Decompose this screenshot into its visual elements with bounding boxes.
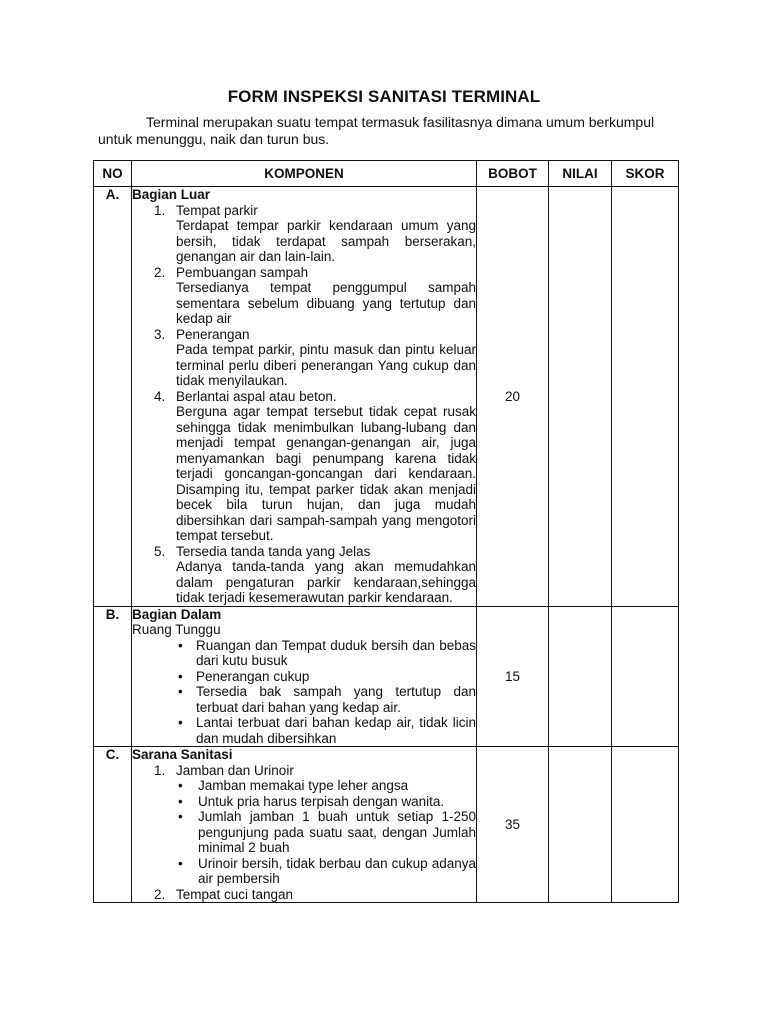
item-description: Adanya tanda-tanda yang akan memudahkan dalam pengaturan parkir kendaraan,sehingga tidak terjadi kesemerawutan parkir kendaraan. bbox=[176, 559, 476, 605]
header-skor: SKOR bbox=[612, 161, 679, 187]
section-title: Sarana Sanitasi bbox=[132, 747, 233, 762]
item-title: Jamban dan Urinoir bbox=[176, 762, 294, 778]
item-title: Tersedia tanda tanda yang Jelas bbox=[176, 543, 371, 559]
bullet-icon: • bbox=[178, 778, 183, 793]
bullet-item bbox=[132, 794, 476, 810]
item-number: 2. bbox=[154, 264, 166, 280]
bullet-text: Penerangan cukup bbox=[196, 668, 310, 684]
row-number: B. bbox=[94, 606, 132, 747]
item-title: Tempat cuci tangan bbox=[176, 886, 294, 902]
nilai-cell[interactable] bbox=[549, 187, 612, 607]
row-number: C. bbox=[94, 747, 132, 903]
item-title: Tempat parkir bbox=[176, 202, 258, 218]
table-row-section-b bbox=[94, 606, 679, 747]
bullet-text: Untuk pria harus terpisah dengan wanita. bbox=[198, 793, 445, 809]
bullet-item bbox=[132, 809, 476, 856]
table-row-section-a bbox=[94, 187, 679, 607]
bullet-text: Ruangan dan Tempat duduk bersih dan bebas dari kutu busuk bbox=[196, 637, 476, 668]
skor-cell[interactable] bbox=[612, 747, 679, 903]
list-item bbox=[132, 544, 476, 606]
row-number: A. bbox=[94, 187, 132, 607]
bullet-icon: • bbox=[178, 684, 183, 699]
skor-cell[interactable] bbox=[612, 606, 679, 747]
bobot-cell: 35 bbox=[477, 747, 549, 903]
bullet-icon: • bbox=[178, 715, 183, 730]
inspection-table bbox=[93, 160, 679, 903]
bullet-text: Jamban memakai type leher angsa bbox=[198, 778, 409, 793]
nilai-cell[interactable] bbox=[549, 606, 612, 747]
item-description: Tersedianya tempat penggumpul sampah sementara sebelum dibuang yang tertutup dan kedap air bbox=[176, 280, 476, 326]
list-item bbox=[132, 203, 476, 265]
bullet-item bbox=[132, 638, 476, 669]
bullet-item bbox=[132, 778, 476, 794]
list-item bbox=[132, 887, 476, 903]
bullet-item bbox=[132, 684, 476, 715]
bullet-icon: • bbox=[178, 793, 183, 809]
bobot-cell: 20 bbox=[477, 187, 549, 607]
section-title: Bagian Dalam bbox=[132, 606, 222, 622]
bullet-text: Tersedia bak sampah yang tertutup dan terbuat dari bahan yang kedap air. bbox=[196, 684, 476, 715]
item-number: 1. bbox=[154, 202, 166, 218]
item-description: Pada tempat parkir, pintu masuk dan pintu keluar terminal perlu diberi penerangan Yang cukup dan tidak menyilaukan. bbox=[176, 342, 476, 388]
skor-cell[interactable] bbox=[612, 187, 679, 607]
bullet-text: Lantai terbuat dari bahan kedap air, tidak licin dan mudah dibersihkan bbox=[196, 715, 476, 746]
komponen-cell bbox=[132, 606, 477, 747]
komponen-cell bbox=[132, 747, 477, 903]
list-item bbox=[132, 389, 476, 544]
item-title: Penerangan bbox=[176, 326, 250, 342]
item-number: 3. bbox=[154, 326, 166, 342]
section-title: Bagian Luar bbox=[132, 187, 211, 202]
item-number: 2. bbox=[154, 886, 166, 902]
list-item bbox=[132, 327, 476, 389]
bullet-icon: • bbox=[178, 637, 183, 653]
item-description: Terdapat tempar parkir kendaraan umum yang bersih, tidak terdapat sampah berserakan, genangan air dan lain-lain. bbox=[176, 218, 476, 264]
bullet-item bbox=[132, 669, 476, 685]
item-number: 1. bbox=[154, 762, 166, 778]
header-bobot: BOBOT bbox=[477, 161, 549, 187]
table-header-row bbox=[94, 161, 679, 187]
item-title: Pembuangan sampah bbox=[176, 264, 309, 280]
bullet-item bbox=[132, 715, 476, 746]
bullet-icon: • bbox=[178, 855, 183, 871]
list-item bbox=[132, 265, 476, 327]
item-description: Berguna agar tempat tersebut tidak cepat rusak sehingga tidak menimbulkan lubang-lubang dan menjadi tempat genangan-genangan air, juga menyamankan bagi penumpang karena tidak terjadi goncangan-goncangan dari kendaraan. Disamping itu, tempat parker tidak akan menjadi becek bila turun hujan, dan juga mudah dibersihkan dari sampah-sampah yang mengotori tempat tersebut. bbox=[176, 404, 476, 543]
header-komponen: KOMPONEN bbox=[132, 161, 477, 187]
bullet-icon: • bbox=[178, 809, 183, 824]
table-row-section-c bbox=[94, 747, 679, 903]
list-item bbox=[132, 763, 476, 779]
header-no: NO bbox=[94, 161, 132, 187]
section-subtitle: Ruang Tunggu bbox=[132, 622, 221, 637]
intro-paragraph: Terminal merupakan suatu tempat termasuk fasilitasnya dimana umum berkumpul untuk menunggu, naik dan turun bus. bbox=[98, 114, 655, 147]
item-number: 5. bbox=[154, 543, 166, 559]
nilai-cell[interactable] bbox=[549, 747, 612, 903]
header-nilai: NILAI bbox=[549, 161, 612, 187]
komponen-cell bbox=[132, 187, 477, 607]
bobot-cell: 15 bbox=[477, 606, 549, 747]
bullet-item bbox=[132, 856, 476, 887]
item-number: 4. bbox=[154, 388, 166, 404]
item-title: Berlantai aspal atau beton. bbox=[176, 388, 337, 404]
document-title: FORM INSPEKSI SANITASI TERMINAL bbox=[227, 87, 541, 106]
bullet-text: Jumlah jamban 1 buah untuk setiap 1-250 pengunjung pada suatu saat, dengan Jumlah minimal 2 buah bbox=[198, 809, 476, 855]
bullet-text: Urinoir bersih, tidak berbau dan cukup adanya air pembersih bbox=[198, 855, 476, 886]
bullet-icon: • bbox=[178, 668, 183, 684]
